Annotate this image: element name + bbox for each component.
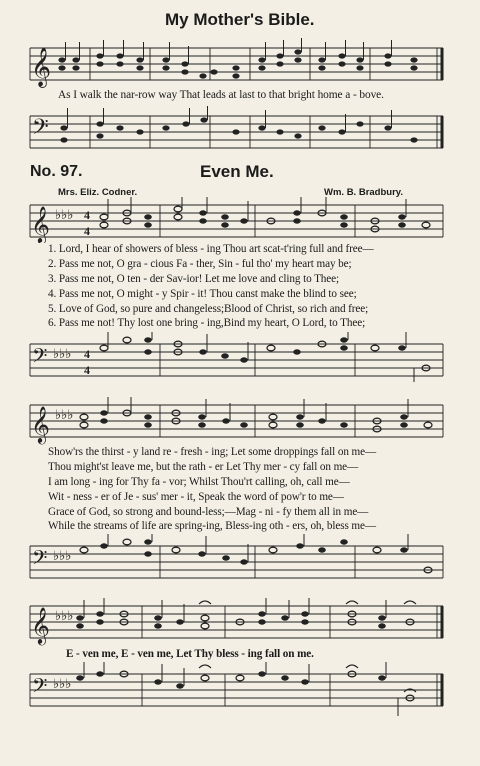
svg-text:𝄞: 𝄞: [31, 205, 50, 243]
top-song-title: My Mother's Bible.: [165, 10, 315, 29]
verse1-line1: 1. Lord, I hear of showers of bless - ing Thou art scat-t'ring full and free—: [48, 243, 374, 255]
verse4-line1: 4. Pass me not, O might - y Spir - it! Thou canst make the blind to see;: [48, 288, 357, 300]
verse3-line2: I am long - ing for Thy fa - vor; Whilst Thou'rt calling, oh, call me—: [48, 476, 350, 488]
svg-text:♭♭♭: ♭♭♭: [53, 346, 72, 361]
refrain-bass-staff: [0, 662, 480, 722]
svg-text:𝄞: 𝄞: [31, 405, 50, 443]
verse2-line2: Thou might'st leave me, but the rath - er Let Thy mer - cy fall on me—: [48, 461, 359, 473]
verse3-line1: 3. Pass me not, O ten - der Sav-ior! Let me love and cling to Thee;: [48, 273, 340, 285]
hymn-title: Even Me.: [200, 162, 274, 181]
verse5-line1: 5. Love of God, so pure and changeless;Blood of Christ, so rich and free;: [48, 303, 369, 315]
svg-text:𝄢: 𝄢: [32, 674, 48, 702]
svg-text:4: 4: [84, 363, 90, 377]
svg-text:𝄢: 𝄢: [32, 344, 48, 372]
svg-text:𝄢: 𝄢: [32, 115, 49, 145]
hymn-composer: Wm. B. Bradbury.: [324, 187, 403, 198]
verse4-line2: Wit - ness - er of Je - sus' mer - it, Speak the word of pow'r to me—: [48, 491, 344, 503]
svg-text:♭♭♭: ♭♭♭: [55, 608, 74, 623]
top-song-bass-staff: [0, 106, 480, 156]
system1-treble-staff: [0, 197, 480, 243]
svg-text:♭♭♭: ♭♭♭: [55, 207, 74, 222]
svg-text:𝄢: 𝄢: [32, 546, 48, 574]
bleed-through-heading: [318, 6, 321, 20]
svg-text:♭♭♭: ♭♭♭: [53, 548, 72, 563]
system2-bass-staff: [0, 534, 480, 586]
system1-bass-staff: [0, 332, 480, 384]
svg-text:𝄞: 𝄞: [31, 47, 52, 87]
svg-text:𝄞: 𝄞: [31, 606, 50, 644]
svg-text:♭♭♭: ♭♭♭: [53, 676, 72, 691]
verse5-line2: Grace of God, so strong and bound-less;—Mag - ni - fy them all in me—: [48, 506, 369, 518]
svg-text:4: 4: [84, 347, 90, 361]
hymn-number: No. 97.: [30, 163, 83, 180]
hymn-author: Mrs. Eliz. Codner.: [58, 187, 138, 198]
verse2-line1: 2. Pass me not, O gra - cious Fa - ther, Sin - ful tho' my heart may be;: [48, 258, 352, 270]
top-song-lyric: As I walk the nar-row way That leads at last to that bright home a - bove.: [58, 89, 384, 101]
verse6-line1: 6. Pass me not! Thy lost one bring - ing,Bind my heart, O Lord, to Thee;: [48, 317, 366, 329]
refrain-treble-staff: [0, 598, 480, 646]
verse6-line2: While the streams of life are spring-ing, Bless-ing oth - ers, oh, bless me—: [48, 520, 376, 532]
system2-treble-staff: [0, 397, 480, 445]
svg-text:4: 4: [84, 208, 90, 222]
refrain-lyric: E - ven me, E - ven me, Let Thy bless - ing fall on me.: [66, 648, 314, 660]
svg-text:4: 4: [84, 224, 90, 238]
verse1-line2: Show'rs the thirst - y land re - fresh - ing; Let some droppings fall on me—: [48, 446, 377, 458]
svg-text:♭♭♭: ♭♭♭: [55, 407, 74, 422]
